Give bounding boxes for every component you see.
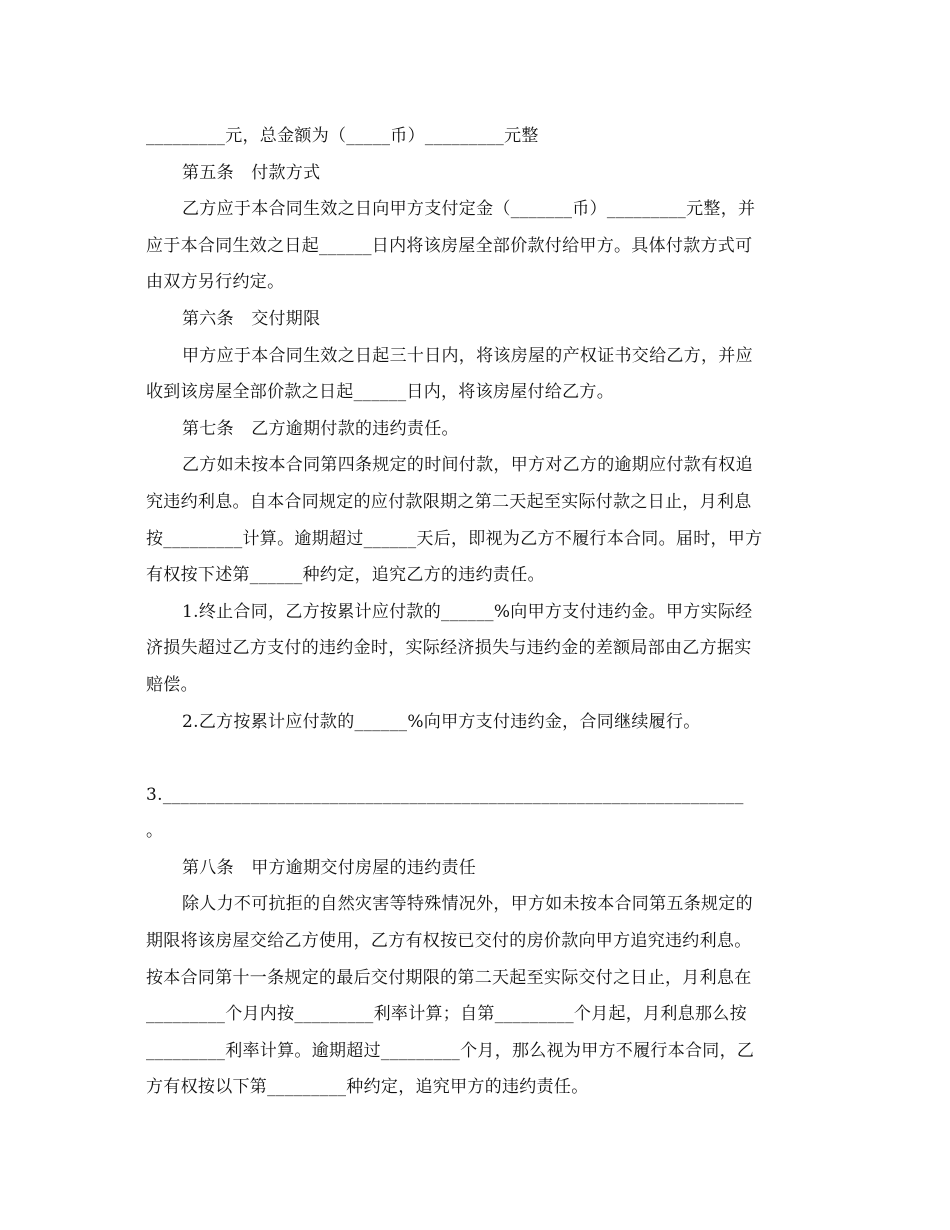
text-line: 收到该房屋全部价款之日起______日内，将该房屋付给乙方。	[146, 382, 614, 403]
text-line: _________个月内按_________利率计算；自第_________个月起，月利息那么按	[146, 1004, 747, 1025]
list-item: 1.终止合同，乙方按累计应付款的______%向甲方支付违约金。甲方实际经	[182, 601, 753, 622]
text-line: 究违约利息。自本合同规定的应付款限期之第二天起至实际付款之日止，月利息	[146, 491, 752, 512]
text-line: 。	[146, 821, 164, 842]
section-heading: 第六条 交付期限	[182, 308, 321, 329]
section-heading: 第五条 付款方式	[182, 162, 321, 183]
document-page	[146, 118, 806, 1106]
text-line: 甲方应于本合同生效之日起三十日内，将该房屋的产权证书交给乙方，并应	[182, 345, 753, 366]
text-line: 除人力不可抗拒的自然灾害等特殊情况外，甲方如未按本合同第五条规定的	[182, 894, 753, 915]
text-line: 乙方如未按本合同第四条规定的时间付款，甲方对乙方的逾期应付款有权追	[182, 455, 753, 476]
text-line: 乙方应于本合同生效之日向甲方支付定金（_______币）_________元整，并	[182, 199, 756, 220]
text-line: 方有权按以下第_________种约定，追究甲方的违约责任。	[146, 1077, 589, 1098]
text-line: 赔偿。	[146, 674, 198, 695]
text-line: 由双方另行约定。	[146, 272, 285, 293]
text-line: _________元，总金额为（_____币）_________元整	[146, 126, 539, 146]
text-line: 期限将该房屋交给乙方使用，乙方有权按已交付的房价款向甲方追究违约利息。	[146, 931, 752, 952]
text-line: 按本合同第十一条规定的最后交付期限的第二天起至实际交付之日止，月利息在	[146, 967, 752, 988]
section-heading: 第八条 甲方逾期交付房屋的违约责任	[182, 857, 477, 878]
text-line: 有权按下述第______种约定，追究乙方的违约责任。	[146, 565, 545, 586]
list-item: 2.乙方按累计应付款的______%向甲方支付违约金，合同继续履行。	[182, 711, 701, 732]
text-line: 按_________计算。逾期超过______天后，即视为乙方不履行本合同。届时，甲方	[146, 528, 763, 549]
section-heading: 第七条 乙方逾期付款的违约责任。	[182, 418, 459, 439]
spacer	[146, 740, 806, 777]
list-item: 3.__________________________________________________________________	[146, 784, 744, 805]
text-line: _________利率计算。逾期超过_________个月，那么视为甲方不履行本合同，乙	[146, 1040, 755, 1061]
text-line: 济损失超过乙方支付的违约金时，实际经济损失与违约金的差额局部由乙方据实	[146, 638, 752, 659]
text-line: 应于本合同生效之日起______日内将该房屋全部价款付给甲方。具体付款方式可	[146, 235, 753, 256]
